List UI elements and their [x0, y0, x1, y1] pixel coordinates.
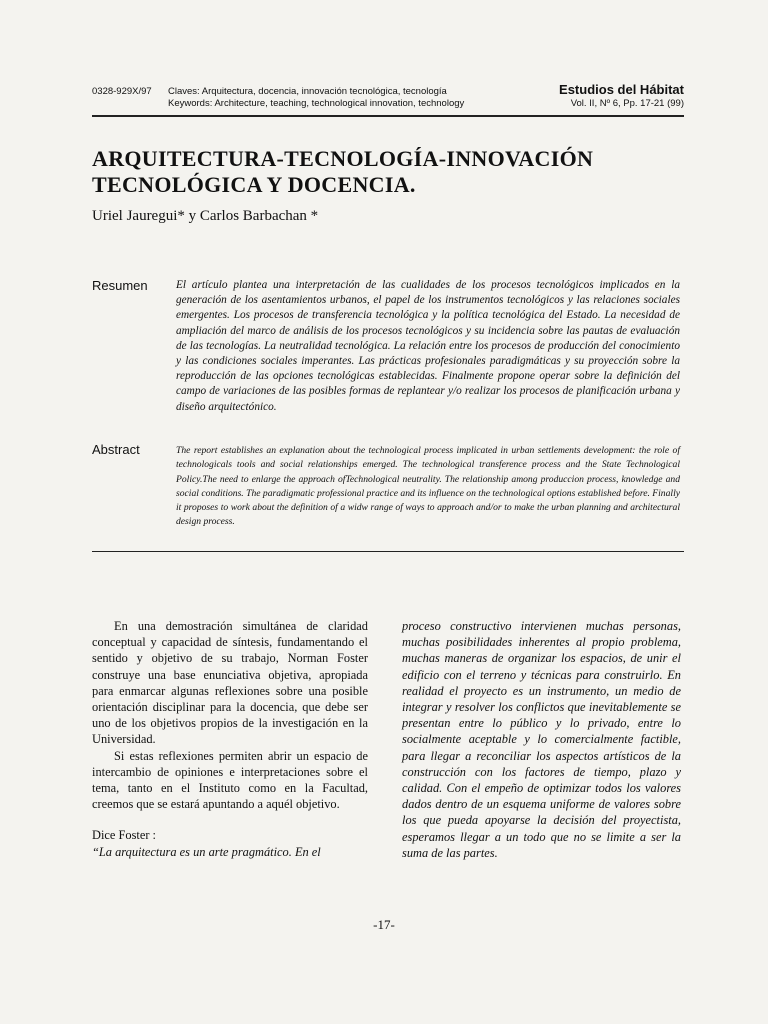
body-paragraph: Si estas reflexiones permiten abrir un espacio de intercambio de opiniones e interpretaciones sobre el tema, tanto en el Instituto como en la Facultad, creemos que se estará apuntando a aquél objetivo.	[92, 748, 368, 812]
running-header	[92, 82, 684, 114]
quote-start: “La arquitectura es un arte pragmático. En el	[92, 844, 321, 859]
title-line-2: TECNOLÓGICA Y DOCENCIA.	[92, 172, 416, 197]
abstract-text: The report establishes an explanation about the technological process implicated in urban settlements development: the role of technologicals tools and social relationships emerged. The technological transference process and the State Technological Policy.The need to enlarge the approach ofTechnological neutrality. The relationship among produccion process, knowledge and social conditions. The paradigmatic professional practice and its influence on the technological options established before. Finally it proposes to work about the definition of a widw range of ways to approach and/or to make the urban planning and architectural design process.	[176, 445, 680, 528]
body-paragraph: En una demostración simultánea de claridad conceptual y capacidad de síntesis, fundamentando el sentido y objetivo de su trabajo, Norman Foster construye una base enunciativa objetiva, apropiada para enmarcar algunas reflexiones sobre una posible orientación disciplinar para la docencia, que debe ser uno de los objetivos propios de la investigación en la Universidad.	[92, 619, 368, 747]
header-divider	[92, 115, 684, 117]
claves-line: Claves: Arquitectura, docencia, innovación tecnológica, tecnología	[168, 86, 447, 97]
body-column-left	[92, 618, 368, 860]
resumen-label: Resumen	[92, 278, 148, 293]
keywords-line: Keywords: Architecture, teaching, technological innovation, technology	[168, 98, 465, 109]
abstract-label: Abstract	[92, 442, 140, 457]
title-line-1: ARQUITECTURA-TECNOLOGÍA-INNOVACIÓN	[92, 146, 594, 171]
body-column-right	[402, 618, 681, 861]
section-divider	[92, 551, 684, 552]
issn: 0328-929X/97	[92, 86, 152, 97]
authors: Uriel Jauregui* y Carlos Barbachan *	[92, 208, 319, 224]
body-paragraph: Dice Foster :	[92, 828, 157, 843]
volume-info: Vol. II, Nº 6, Pp. 17-21 (99)	[570, 98, 684, 109]
journal-name: Estudios del Hábitat	[559, 82, 684, 97]
quote-paragraph: proceso constructivo intervienen muchas personas, muchas posibilidades inherentes al propio problema, muchas maneras de organizar los espacios, de unir el edificio con el terreno y técnicas para construirlo. En realidad el proyecto es un instrumento, un medio de integrar y resolver los conflictos que inevitablemente se presentan entre lo público y lo privado, entre lo socialmente aceptable y lo comercialmente factible, para llegar a reconciliar los aspectos artísticos de la construcción con los factores de tiempo, plazo y calidad. Con el empeño de optimizar todos los valores dados dentro de un esquema uniforme de valores sobre los que pueda apoyarse la decisión del proyectista, esperamos llegar a un todo que no se limite a ser la suma de las partes.	[402, 619, 681, 860]
article-title	[92, 146, 692, 198]
resumen-text: El artículo plantea una interpretación de las cualidades de los procesos tecnológicos implicados en la generación de los asentamientos urbanos, el papel de los instrumentos tecnológicos y las relaciones sociales emergentes. Los procesos de transferencia tecnológica y la política tecnológica del Estado. La necesidad de ampliación del marco de análisis de los procesos tecnológicos y su incidencia sobre las pautas de evaluación de las tecnologías. La neutralidad tecnológica. La relación entre los procesos de producción del conocimiento y las condiciones sociales imperantes. Las prácticas profesionales paradigmáticas y su proyección sobre la reproducción de las opciones tecnológicas establecidas. Finalmente propone operar sobre la definición del campo de variaciones de las posibles formas de replantear y/o realizar los procesos de planificación urbana y diseño arquitectónico.	[176, 279, 680, 413]
page-number: -17-	[373, 917, 395, 932]
